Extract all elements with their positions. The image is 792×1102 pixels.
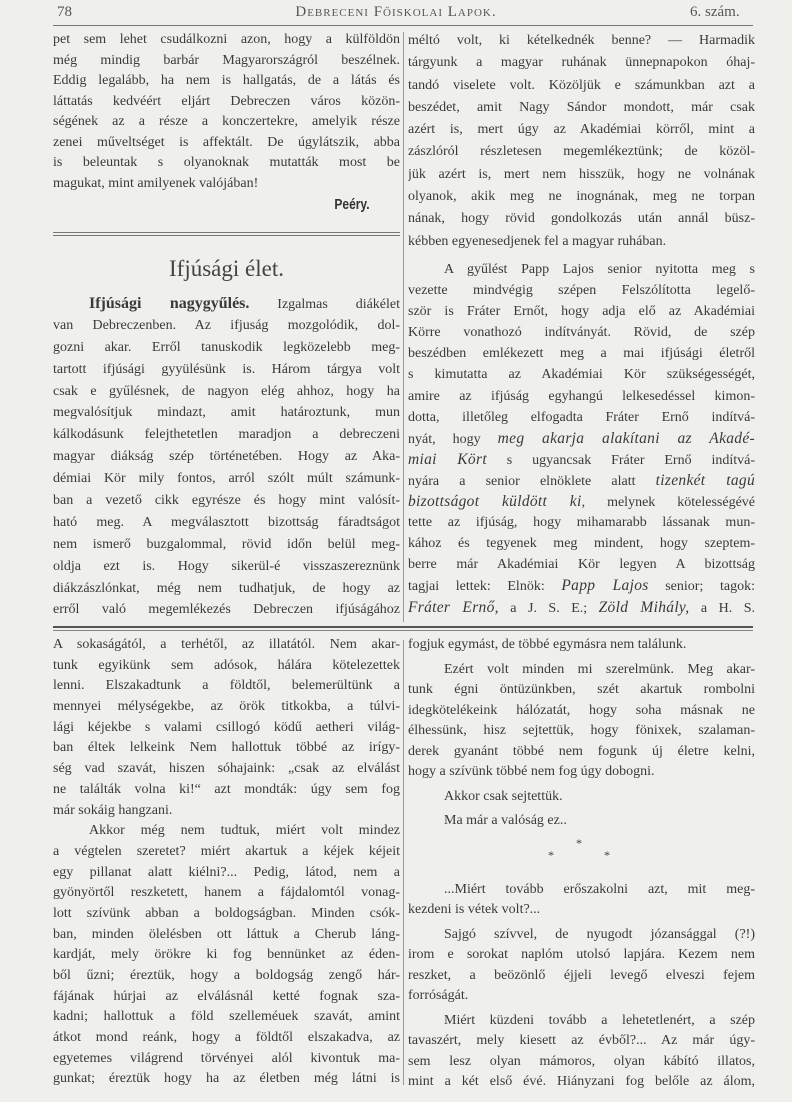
bottom-right-column — [408, 635, 755, 1093]
text-line: tavaszért, mely kiesett az évből?... Az már úgy- — [408, 1033, 755, 1048]
section-divider — [53, 232, 400, 233]
text-line: mint a két első évé. Hiányzani fog belőle az álom, — [408, 1074, 755, 1089]
top-right-column-continued — [408, 259, 755, 618]
text-run: a H. S. — [689, 600, 755, 616]
text-line: dotta, illetőleg elfogadta Fráter Ernő indítvá- — [408, 409, 755, 425]
page-number: 78 — [57, 4, 72, 20]
text-line: erről való megemlékezés Debreczen ifjúságához — [53, 602, 400, 618]
asterism-separator — [408, 832, 755, 876]
text-line: ban a vezető cikk egyrésze és hogy mint valósít- — [53, 493, 400, 509]
text-line: nának, hogy rövid gondolkozás után annál büsz- — [408, 211, 755, 227]
text-run: , melynek kötelességévé — [581, 495, 755, 511]
text-line: A gyűlést Papp Lajos senior nyitotta meg s — [444, 262, 755, 277]
author-signature: Peéry. — [334, 196, 370, 213]
text-run: nyát, hogy — [408, 431, 498, 447]
text-line: ható meg. A megválasztott bizottság fáradtságot — [53, 514, 400, 530]
text-run: Izgalmas diákélet — [249, 297, 400, 312]
text-line: Akkor még nem tudtuk, miért volt mindez — [89, 823, 400, 839]
text-line: diákzászlónkat, még nem tudhatjuk, de hogy az — [53, 580, 400, 596]
bottom-left-column — [53, 635, 400, 1090]
text-line — [408, 597, 755, 618]
text-line: lenni. Elszakadtunk a földtől, belemerültünk a — [53, 678, 400, 694]
text-line: oldja ezt is. Hogy sikerül-é visszaszereznünk — [53, 558, 400, 574]
header-rule — [53, 25, 753, 26]
text-line: ször is Fráter Ernőt, hogy adja elő az Akadémiai — [408, 304, 755, 320]
text-line: gyönyörtől reszketett, hanem a fájdalomtól vonag- — [53, 885, 400, 901]
text-line: Akkor csak sejtettük. — [444, 788, 563, 804]
text-line: magukat, mint amilyenek valójában! — [53, 175, 259, 191]
text-line: a végtelen szeretet? miért akartuk a kéjek kéjeit — [53, 843, 400, 859]
asterisk: * — [548, 847, 554, 862]
page-divider — [53, 626, 753, 628]
text-line: kálkodásunk felejthetetlen maradjon a debreczeni — [53, 427, 400, 443]
section-divider — [53, 235, 400, 236]
text-line — [408, 449, 755, 470]
text-line: forróságát. — [408, 988, 469, 1003]
text-line: vezette mindvégig szépen Felszólította legelő- — [408, 283, 755, 299]
asterisk: * — [576, 835, 582, 850]
column-rule — [403, 32, 404, 622]
text-run: senior; tagok: — [648, 579, 755, 595]
text-line: s kimutatta az Akadémiai Kör szükségességét, — [408, 367, 755, 383]
text-line: kához és tegyenek meg mindent, hogy szeptem- — [408, 536, 755, 552]
text-line: derek gyanánt többé nem fogunk új életre kelni, — [408, 743, 755, 759]
text-line — [408, 428, 755, 449]
text-line: lági kéjekbe s valami csillogó ködű aetheri világ- — [53, 719, 400, 735]
text-line: egy pillanat alatt kiélni?... Pedig, látod, nem a — [53, 864, 400, 880]
top-left-column — [53, 30, 400, 194]
run-in-heading: Ifjúsági nagygyűlés. — [89, 295, 250, 312]
text-line: fájának húrjai az elválásnál ketté fognak sza- — [53, 988, 400, 1004]
article-column — [53, 293, 400, 621]
text-line: még mindig barbár Magyarországról beszélnek. — [53, 52, 400, 68]
text-line: fogjuk egymást, de többé egymásra nem találunk. — [408, 637, 687, 652]
text-line: élhessünk, hisz sejtettük, hogy fönixek, szalaman- — [408, 723, 755, 738]
emphasized-text: miai Kört — [408, 450, 487, 468]
text-line: Ezért volt minden mi szerelmünk. Meg akar- — [444, 661, 755, 677]
text-line: ...Miért tovább erőszakolni azt, mit meg- — [444, 881, 755, 897]
text-line — [408, 575, 755, 596]
text-line: pet sem lehet csudálkozni azon, hogy a külföldön — [53, 32, 400, 47]
text-line: kadni; hallottuk a föld szelleméuek szavát, amint — [53, 1009, 400, 1025]
emphasized-text: Fráter Ernő, — [408, 598, 499, 616]
text-line: is beleuntak s olyanoknak mutatták most be — [53, 155, 400, 170]
text-line: megvalósítjuk mindazt, amit határoztunk, mun — [53, 405, 400, 421]
text-run: a J. S. E.; — [498, 600, 599, 616]
text-line: Ma már a valóság ez.. — [444, 813, 567, 828]
running-title: Debreceni Főiskolai Lapok. — [295, 4, 497, 20]
issue-number: 6. szám. — [690, 4, 740, 20]
text-line: jük azért is, mert nem hisszük, hogy ne volnának — [408, 166, 755, 182]
text-line: tunk egyikünk sem adósok, hálára kötelezettek — [53, 657, 400, 673]
text-line: kezdeni is vétek volt?... — [408, 902, 541, 917]
text-line: kébben egyenesedjenek fel a magyar ruhában. — [408, 233, 667, 249]
text-line: beszédben emlékezett meg a mai ifjúsági életről — [408, 346, 755, 362]
text-line — [408, 491, 755, 512]
text-line: olyanok, akik meg ne inognának, meg ne torpan — [408, 189, 755, 205]
text-line: egyetemes világrend törvényei alól kivontuk ma- — [53, 1050, 400, 1066]
text-line: gozni akar. Erről tanuskodik legközelebb meg- — [53, 339, 400, 355]
text-line — [53, 293, 400, 315]
text-run: tagjai lettek: Elnök: — [408, 579, 562, 595]
text-line: reszket, a beözönlő éjjeli levegő elveszi fejem — [408, 967, 755, 983]
text-run: s ugyancsak Fráter Ernő indítvá- — [486, 452, 755, 468]
text-line: már sokáig hangzani. — [53, 802, 173, 818]
asterisk: * — [604, 847, 610, 862]
text-line: ségének az a része a konczertekre, amelyik része — [53, 114, 400, 129]
text-line: mennyei mélységekbe, az örök titkokba, a túlvi- — [53, 699, 400, 715]
text-line: ban, minden ölelésben ott láttuk a Cherub láng- — [53, 926, 400, 942]
text-line: ne találták volna ki!“ azt mondták: úgy sem fog — [53, 781, 400, 797]
text-line: tette az ifjúság, hogy mihamarabb lássanak mun- — [408, 515, 755, 531]
emphasized-text: Zöld Mihály, — [598, 598, 690, 616]
text-line: méltó volt, ki kételkednék benne? — Harmadik — [408, 33, 755, 48]
text-line: sem lesz olyan mámoros, olyan kábító illatos, — [408, 1053, 755, 1069]
text-line: tartott ifjúsági gyyülésünk is. Három tárgya volt — [53, 361, 400, 377]
text-line: Miért küzdeni tovább a lehetetlenért, a szép — [444, 1012, 755, 1028]
text-run: nyára a senior elnöklete alatt — [408, 473, 656, 489]
text-line: nem ismerő buzgalommal, rövid időn belül meg- — [53, 536, 400, 552]
text-line: ből űzni; éreztük, hogy a boldogság zengő hár- — [53, 968, 400, 983]
text-line: beszédet, amit Nagy Sándor mondott, már csak — [408, 99, 755, 115]
text-line: hogy a szívünk többé nem fog úgy dobogni. — [408, 764, 655, 779]
text-line: Eddig legalább, ha nem is hallgatás, de a látás és — [53, 73, 400, 88]
text-line: van Debreczenben. Az ifjuság mozgolódik, dol- — [53, 317, 400, 333]
text-line: tárgyunk a magyar ruhának ünnepnapokon óhaj- — [408, 55, 755, 71]
top-right-column — [408, 30, 755, 253]
text-line: idegkötelékeink hálózatát, hogy soha másnak ne — [408, 702, 755, 718]
page-divider — [53, 630, 753, 631]
column-rule — [403, 640, 404, 1085]
text-line: irom e sorokat naplóm utolsó lapjára. Kezem nem — [408, 947, 755, 962]
text-line: csak e gyűlésnek, de nagyon elég ahhoz, hogy ha — [53, 383, 400, 399]
text-line: tandó viselete volt. Közöljük e számunkban azt a — [408, 77, 755, 93]
emphasized-text: meg akarja alakítani az Akadé- — [497, 429, 755, 447]
emphasized-text: Papp Lajos — [561, 577, 649, 595]
text-line — [408, 470, 755, 491]
text-line: tunk égni öntüzünkben, szét akartuk rombolni — [408, 682, 755, 697]
text-line: amire az ifjúság egyhangú lelkesedéssel kimon- — [408, 388, 755, 404]
text-line: Sajgó szívvel, de nyugodt józansággal (?!) — [444, 926, 755, 942]
text-line: zászlóról részletesen megemlékeztünk; de közöl- — [408, 144, 755, 160]
text-line: láttatás kedvéért eljárt Debreczen város közön- — [53, 93, 400, 109]
text-line: lott szívünk abban a boldogságban. Minden csók- — [53, 905, 400, 921]
text-line: magyar diákság szép történetében. Hogy az Aka- — [53, 449, 400, 465]
section-title: Ifjúsági élet. — [169, 256, 284, 281]
text-line: ség vad szavát, hiszen sóhajaink: „csak az elválást — [53, 761, 400, 777]
text-line: azért is, mert úgy az Akadémiai körről, mint a — [408, 122, 755, 138]
text-line: zenei műveltséget is affektált. De úgylátszik, abba — [53, 134, 400, 150]
text-line: démiai Kör mily fontos, arról szólt múlt számunk- — [53, 471, 400, 487]
text-line: átkot mond reánk, hogy a földtől elszakadva, az — [53, 1030, 400, 1046]
emphasized-text: tizenkét tagú — [655, 471, 755, 489]
text-line: kardját, mely örökre ki fog bennünket az éden- — [53, 947, 400, 963]
text-line: ban éltek lelkeink Nem hallottuk többé az irígy- — [53, 740, 400, 756]
emphasized-text: bizottságot küldött ki — [408, 493, 582, 511]
text-line: A sokaságától, a terhétől, az illatától. Nem akar- — [53, 637, 400, 652]
text-line: berre már Akadémiai Kör legyen A bizottság — [408, 557, 755, 573]
text-line: gunkat; éreztük hogy ha az életben még látni is — [53, 1071, 400, 1087]
text-line: Körre vonathozó indítványát. Rövid, de szép — [408, 325, 755, 341]
